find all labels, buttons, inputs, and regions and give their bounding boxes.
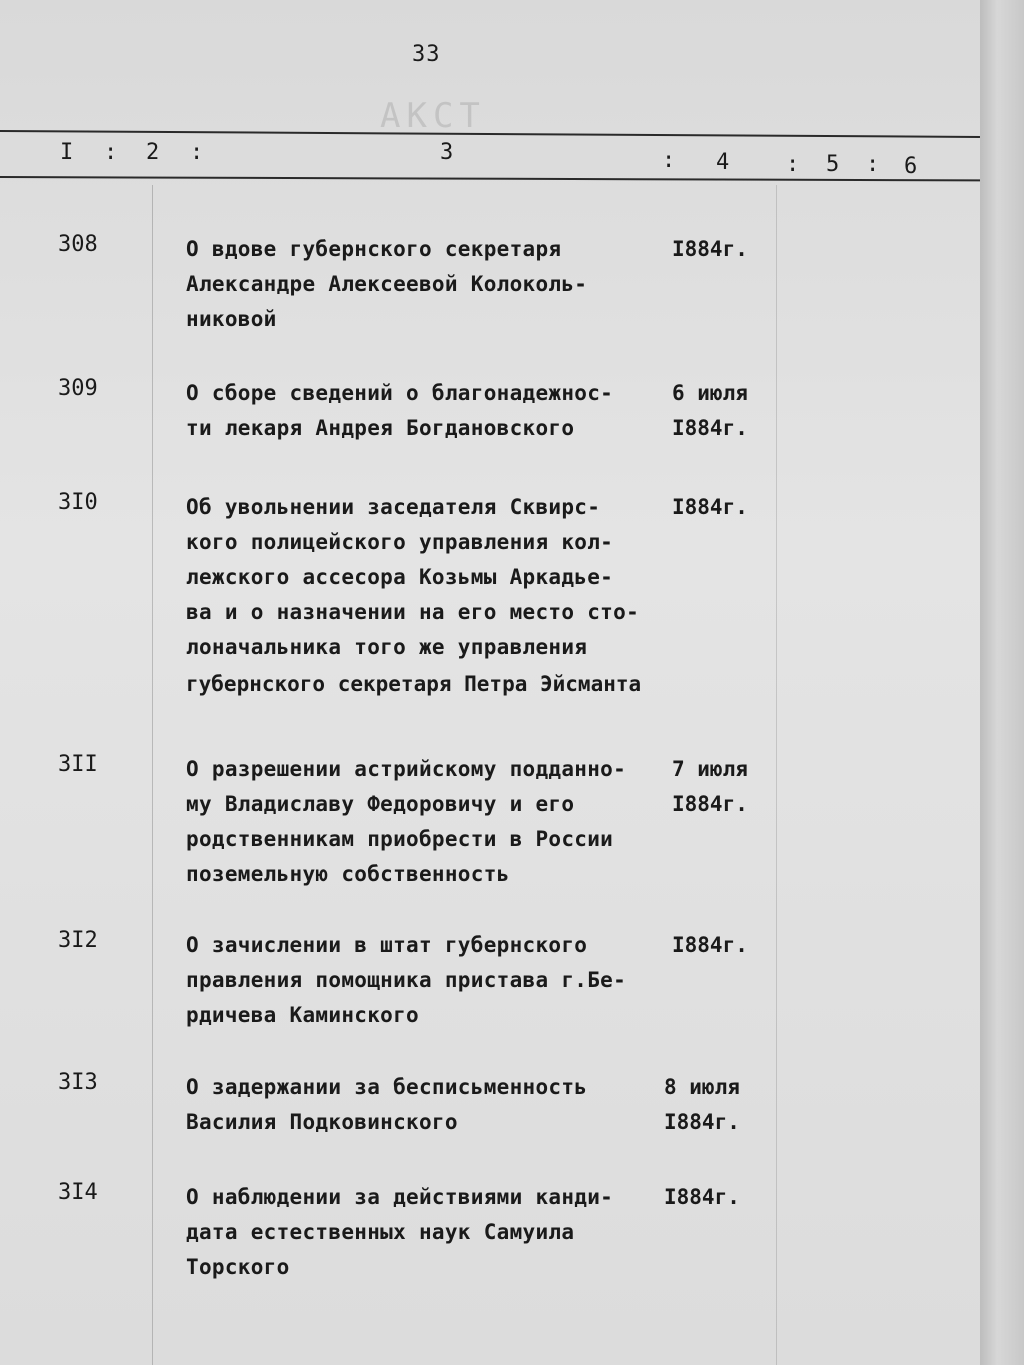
entry-number: 3I3 [58, 1070, 98, 1095]
entry-date: I884г. [672, 933, 748, 957]
entry-number: 309 [58, 376, 98, 401]
entry-number: 3I2 [58, 928, 98, 953]
col-sep: : [104, 140, 118, 165]
entry-title: О вдове губернского секретаря Александре Алексеевой Колоколь- никовой [186, 237, 588, 331]
entry-date: I884г. [672, 495, 748, 519]
entry-title: О наблюдении за действиями канди- дата естественных наук Самуила Торского [186, 1185, 614, 1279]
col-sep: : [662, 148, 676, 173]
entry-title: О зачислении в штат губернского правления помощника пристава г.Бе- рдичева Каминского [186, 933, 627, 1027]
page-number: 33 [412, 42, 441, 67]
header-rule-top [0, 130, 980, 138]
entry-number: 3I4 [58, 1180, 98, 1205]
entry-title: О сборе сведений о благонадежнос- ти лекаря Андрея Богдановского [186, 381, 614, 440]
col-head-6: 6 [904, 154, 918, 179]
entry-date: I884г. [664, 1185, 740, 1209]
col-head-2: 2 [146, 140, 160, 165]
entry-date: 7 июля I884г. [672, 757, 748, 816]
col-head-5: 5 [826, 152, 840, 177]
col-sep: : [866, 152, 880, 177]
page-edge-shadow [980, 0, 1024, 1365]
col-head-3: 3 [440, 140, 454, 165]
col-head-4: 4 [716, 150, 730, 175]
entry-date: 6 июля I884г. [672, 381, 748, 440]
column-divider [152, 185, 153, 1365]
entry-number: 3II [58, 752, 98, 777]
entry-title-continuation: губернского секретаря Петра Эйсманта [186, 672, 642, 696]
entry-title: Об увольнении заседателя Сквирс- кого полицейского управления кол- лежского ассесора Козьмы Аркадье- ва и о назначении на его место сто- лоначальника того же управления [186, 495, 640, 659]
entry-number: 308 [58, 232, 98, 257]
col-sep: : [786, 152, 800, 177]
entry-title: О задержании за беспиcьменность Василия Подковинского [186, 1075, 588, 1134]
col-head-1: I [60, 140, 74, 165]
column-divider [776, 185, 777, 1365]
entry-title: О разрешении астрийскому подданно- му Владиславу Федоровичу и его родственникам приобрести в России поземельную собственность [186, 757, 627, 886]
entry-number: 3I0 [58, 490, 98, 515]
bleed-through-text: АКСТ [380, 96, 486, 136]
entry-date: 8 июля I884г. [664, 1075, 740, 1134]
col-sep: : [190, 140, 204, 165]
entry-date: I884г. [672, 237, 748, 261]
